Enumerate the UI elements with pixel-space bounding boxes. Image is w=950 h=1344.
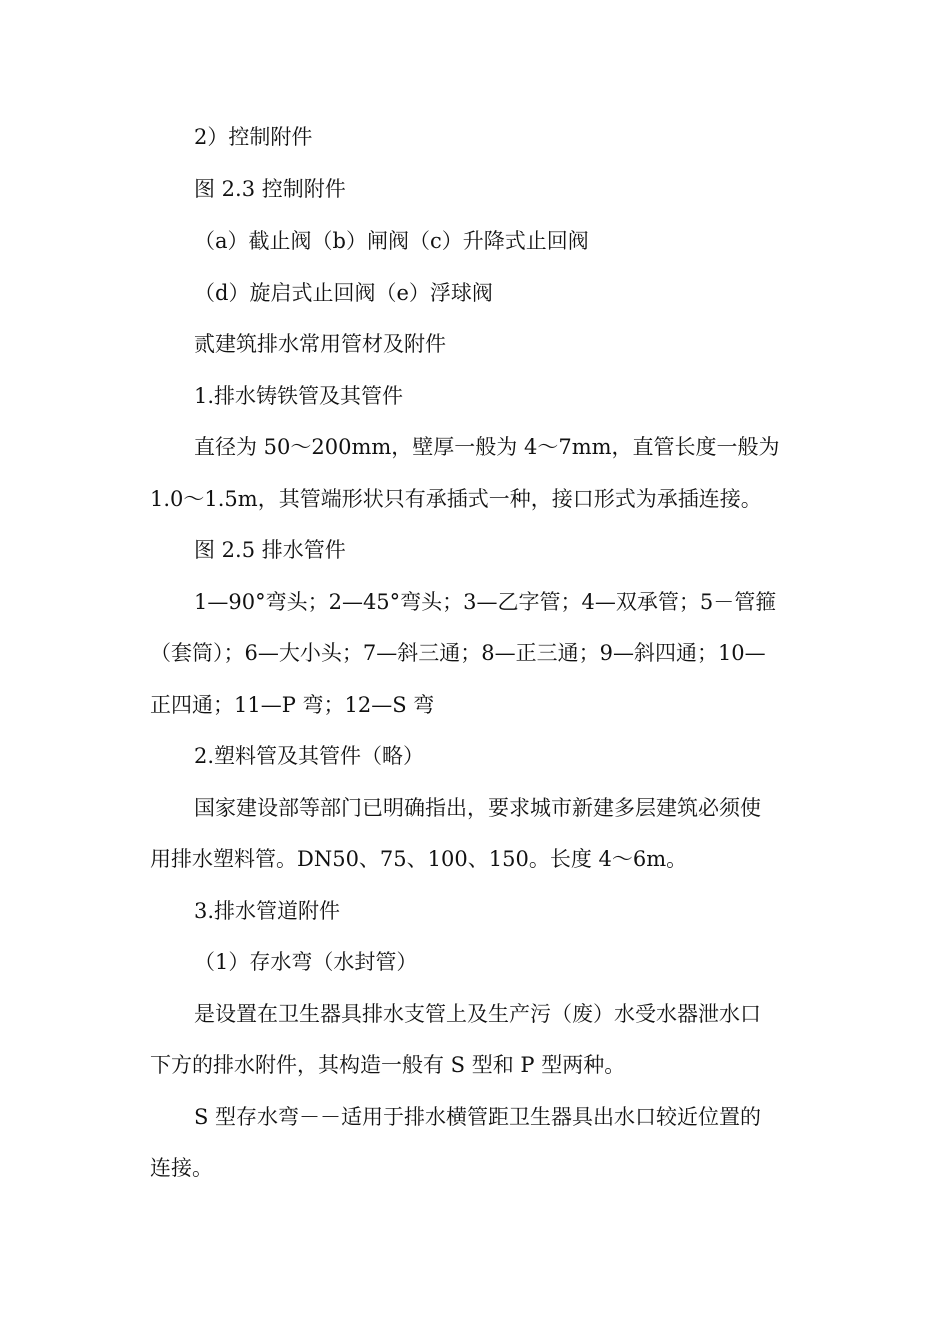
paragraph-plastic-line-1: 国家建设部等部门已明确指出，要求城市新建多层建筑必须使 [194, 796, 761, 820]
paragraph-s-trap-line-1: S 型存水弯－－适用于排水横管距卫生器具出水口较近位置的 [194, 1105, 762, 1129]
figure-legend-2-5-line-2: （套筒）；6—大小头；7—斜三通；8—正三通；9—斜四通；10— [150, 641, 766, 665]
subheading-plastic-pipe: 2.塑料管及其管件（略） [194, 744, 425, 768]
paragraph-cast-iron-line-2: 1.0～1.5m，其管端形状只有承插式一种，接口形式为承插连接。 [150, 487, 762, 511]
subheading-trap: （1）存水弯（水封管） [194, 950, 418, 974]
figure-legend-2-5-line-3: 正四通；11—P 弯；12—S 弯 [150, 693, 435, 717]
figure-caption-2-5: 图 2.5 排水管件 [194, 538, 346, 562]
paragraph-trap-line-1: 是设置在卫生器具排水支管上及生产污（废）水受水器泄水口 [194, 1002, 761, 1026]
section-heading-drainage: 贰建筑排水常用管材及附件 [194, 332, 446, 356]
paragraph-s-trap-line-2: 连接。 [150, 1156, 213, 1180]
figure-caption-2-3: 图 2.3 控制附件 [194, 177, 346, 201]
figure-legend-line-1: （a）截止阀（b）闸阀（c）升降式止回阀 [194, 229, 589, 253]
paragraph-plastic-line-2: 用排水塑料管。DN50、75、100、150。长度 4～6m。 [150, 847, 688, 871]
paragraph-cast-iron-line-1: 直径为 50～200mm，壁厚一般为 4～7mm，直管长度一般为 [194, 435, 780, 459]
paragraph-trap-line-2: 下方的排水附件，其构造一般有 S 型和 P 型两种。 [150, 1053, 626, 1077]
figure-legend-2-5-line-1: 1—90°弯头；2—45°弯头；3—乙字管；4—双承管；5－管箍 [194, 590, 777, 614]
subheading-cast-iron-pipe: 1.排水铸铁管及其管件 [194, 384, 404, 408]
figure-legend-line-2: （d）旋启式止回阀（e）浮球阀 [194, 281, 493, 305]
subheading-pipe-fittings: 3.排水管道附件 [194, 899, 341, 923]
heading-control-fittings: 2）控制附件 [194, 125, 313, 149]
